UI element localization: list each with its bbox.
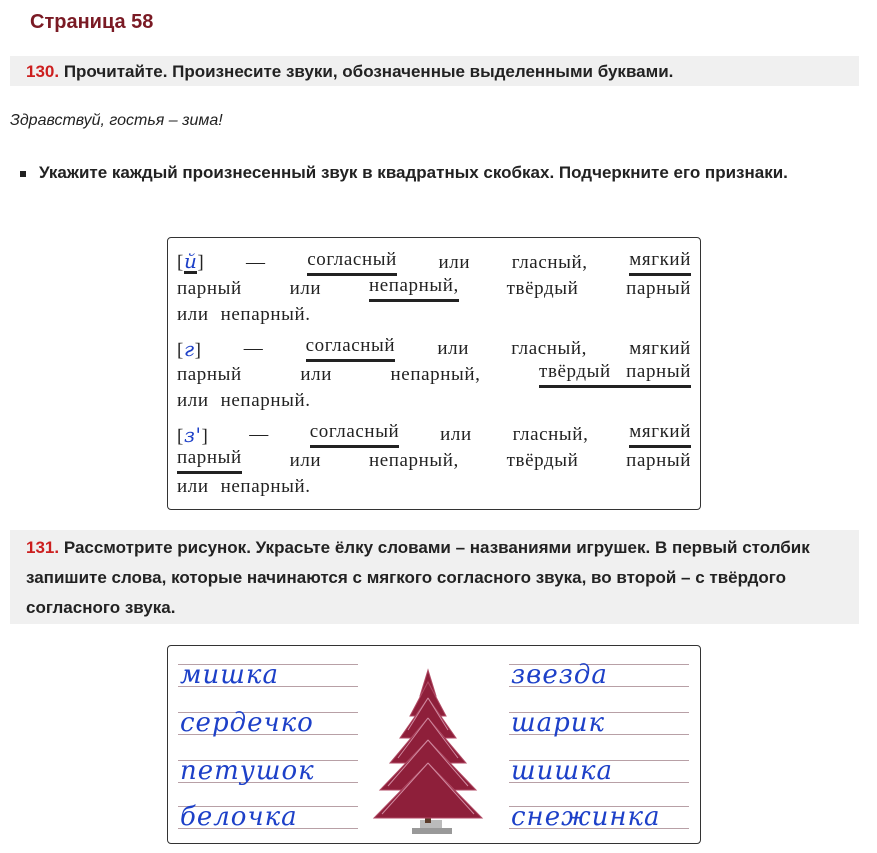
option: парный (177, 364, 242, 385)
option: парный (626, 278, 691, 299)
option: непарный, (368, 450, 459, 471)
option-underlined: согласный (306, 336, 396, 362)
option: гласный, (512, 424, 589, 445)
option-underlined: парный (177, 448, 242, 474)
task-131-header (10, 530, 859, 624)
option: твёрдый (506, 278, 579, 299)
writing-line-hard-3 (509, 754, 689, 790)
handwritten-word: звезда (511, 660, 608, 690)
option: или (438, 252, 471, 273)
option: мягкий (629, 338, 691, 359)
sound-bracket: [г] (177, 337, 202, 361)
example-sentence: Здравствуй, гостья – зима! (10, 112, 223, 129)
option: твёрдый (506, 450, 579, 471)
dash: — (249, 424, 269, 445)
handwritten-word: белочка (180, 802, 298, 832)
option-underlined: непарный, (369, 276, 459, 302)
handwritten-word: шарик (511, 708, 606, 738)
answer-box-sounds (167, 237, 701, 510)
option: или (177, 476, 209, 497)
option: или (177, 304, 209, 325)
handwritten-word: петушок (180, 756, 315, 786)
option: гласный, (511, 252, 588, 273)
writing-line-hard-4 (509, 800, 689, 836)
option: непарный. (220, 390, 311, 411)
handwritten-sound: й (183, 249, 198, 273)
option: или (437, 338, 470, 359)
option: парный (626, 450, 691, 471)
bullet-instruction (20, 158, 820, 188)
option: непарный. (220, 476, 311, 497)
sound-entry-3 (177, 422, 691, 500)
writing-line-soft-3 (178, 754, 358, 790)
bullet-square-icon (20, 171, 26, 177)
handwritten-word: шишка (511, 756, 614, 786)
sound-bracket: [з'] (177, 423, 209, 447)
option: или (289, 278, 322, 299)
option: или (440, 424, 472, 445)
dash: — (246, 252, 266, 273)
writing-line-soft-2 (178, 706, 358, 742)
option: или (177, 390, 209, 411)
option: или (289, 450, 322, 471)
handwritten-sound: з' (183, 423, 202, 447)
handwritten-word: снежинка (511, 802, 661, 832)
option: непарный, (390, 364, 481, 385)
task-number: 130. (26, 62, 60, 81)
page-title: Страница 58 (30, 11, 154, 33)
dash: — (243, 338, 264, 359)
sound-entry-1 (177, 250, 691, 328)
option: парный (177, 278, 242, 299)
christmas-tree-icon (368, 668, 488, 843)
sound-bracket: [й] (177, 249, 205, 273)
option-underlined: твёрдый парный (539, 362, 691, 388)
writing-line-hard-2 (509, 706, 689, 742)
option: непарный. (220, 304, 311, 325)
task-130-header (10, 56, 859, 86)
option-underlined: согласный (307, 250, 397, 276)
writing-line-soft-1 (178, 658, 358, 694)
bullet-text: Укажите каждый произнесенный звук в квадратных скобках. Подчеркните его признаки. (39, 163, 788, 182)
handwritten-word: сердечко (180, 708, 314, 738)
sound-entry-2 (177, 336, 691, 414)
task-instruction: Рассмотрите рисунок. Украсьте ёлку словами – названиями игрушек. В первый столбик запишите слова, которые начинаются с мягкого согласного звука, во второй – с твёрдого согласного звука. (26, 538, 810, 617)
option-underlined: мягкий (629, 250, 691, 276)
writing-line-soft-4 (178, 800, 358, 836)
option-underlined: мягкий (629, 422, 691, 448)
handwritten-sound: г (183, 337, 195, 361)
option: или (300, 364, 332, 385)
option: гласный, (511, 338, 588, 359)
option-underlined: согласный (310, 422, 400, 448)
task-number: 131. (26, 538, 60, 557)
writing-line-hard-1 (509, 658, 689, 694)
answer-box-tree (167, 645, 701, 844)
task-instruction: Прочитайте. Произнесите звуки, обозначенные выделенными буквами. (63, 62, 674, 81)
handwritten-word: мишка (180, 660, 279, 690)
